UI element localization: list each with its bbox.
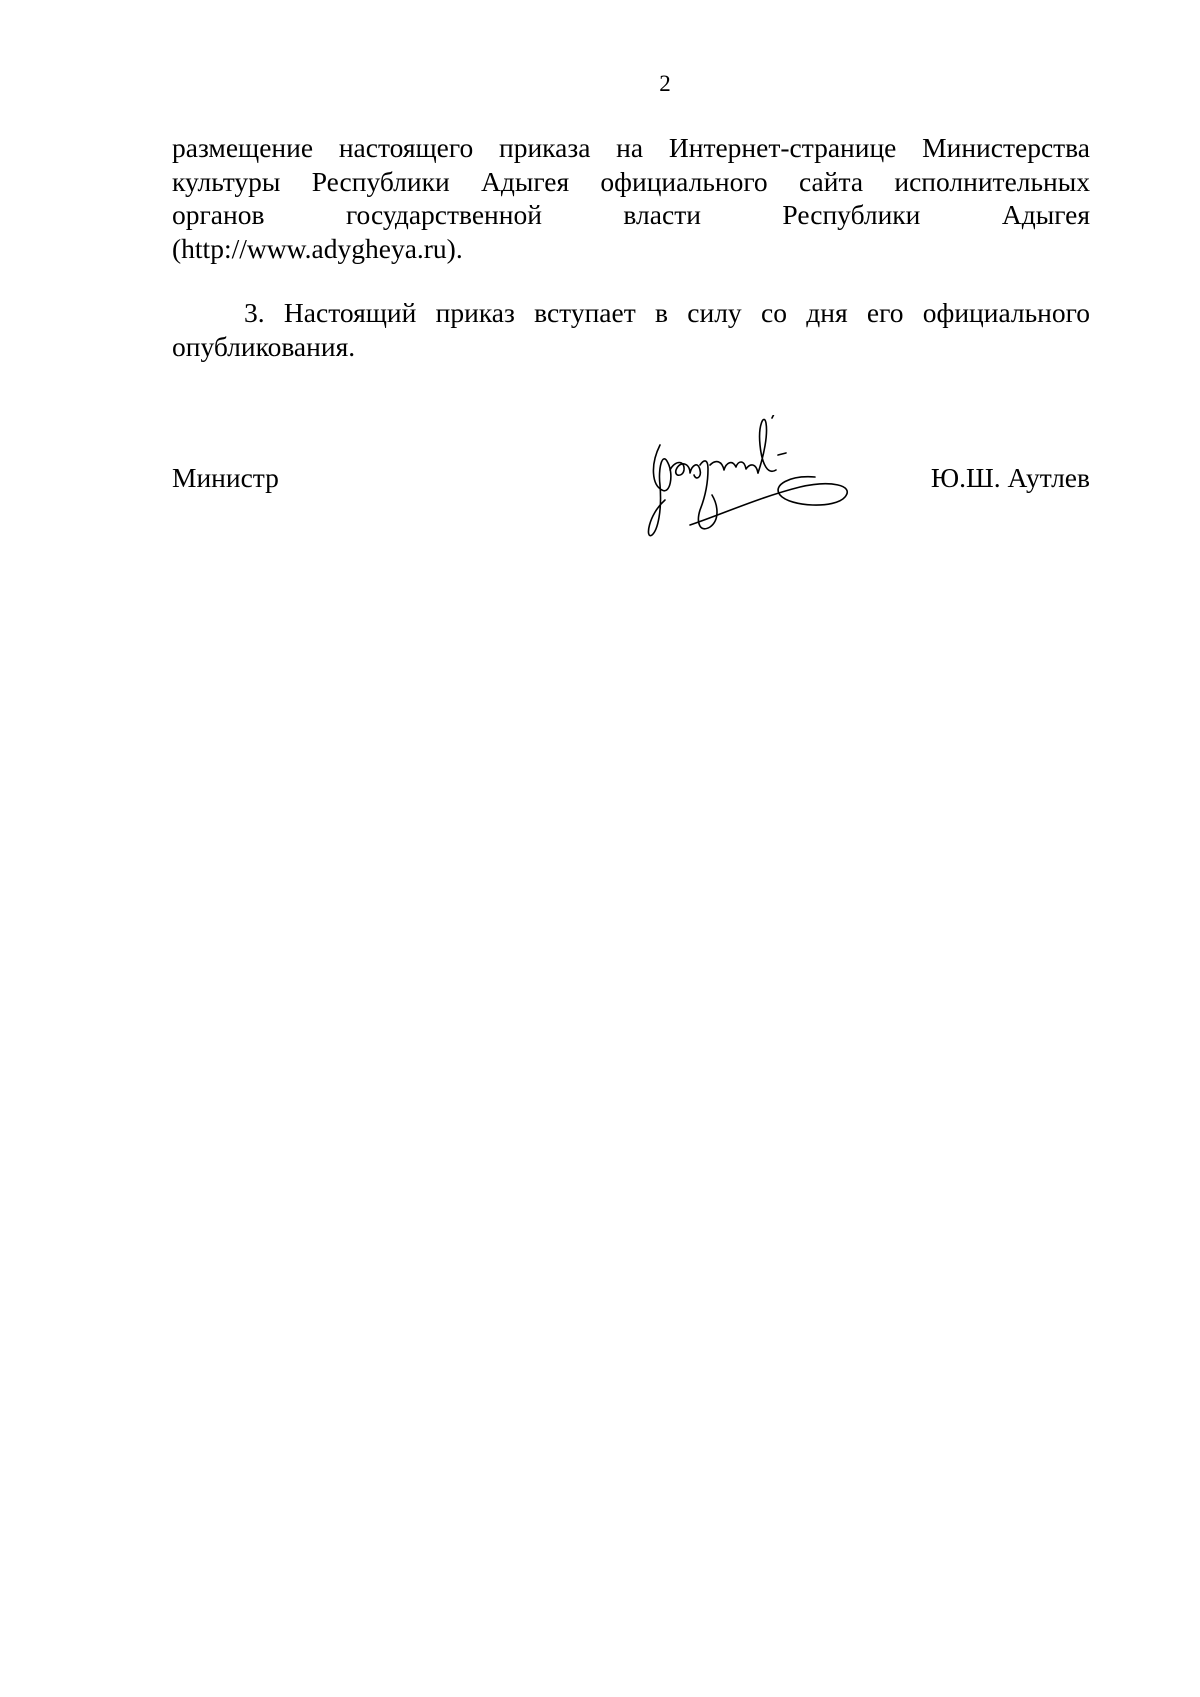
- paragraph-line: опубликования.: [172, 330, 356, 362]
- page-number: 2: [659, 71, 671, 96]
- paragraph-line: органов государственной власти Республики Адыгея: [172, 199, 1090, 230]
- paragraph-line: культуры Республики Адыгея официального сайта исполнительных: [172, 165, 1090, 197]
- paragraph-line-url: (http://www.adygheya.ru).: [172, 232, 463, 264]
- paragraph-line: 3. Настоящий приказ вступает в силу со дня его официального: [244, 297, 1090, 328]
- paragraph-publication: [172, 131, 1090, 265]
- paragraph-line: размещение настоящего приказа на Интернет-странице Министерства: [172, 132, 1090, 163]
- signatory-title: Министр: [172, 462, 279, 493]
- signatory-name: Ю.Ш. Аутлев: [930, 462, 1090, 493]
- paragraph-effective-date: [172, 296, 1090, 363]
- handwritten-signature: [640, 415, 900, 565]
